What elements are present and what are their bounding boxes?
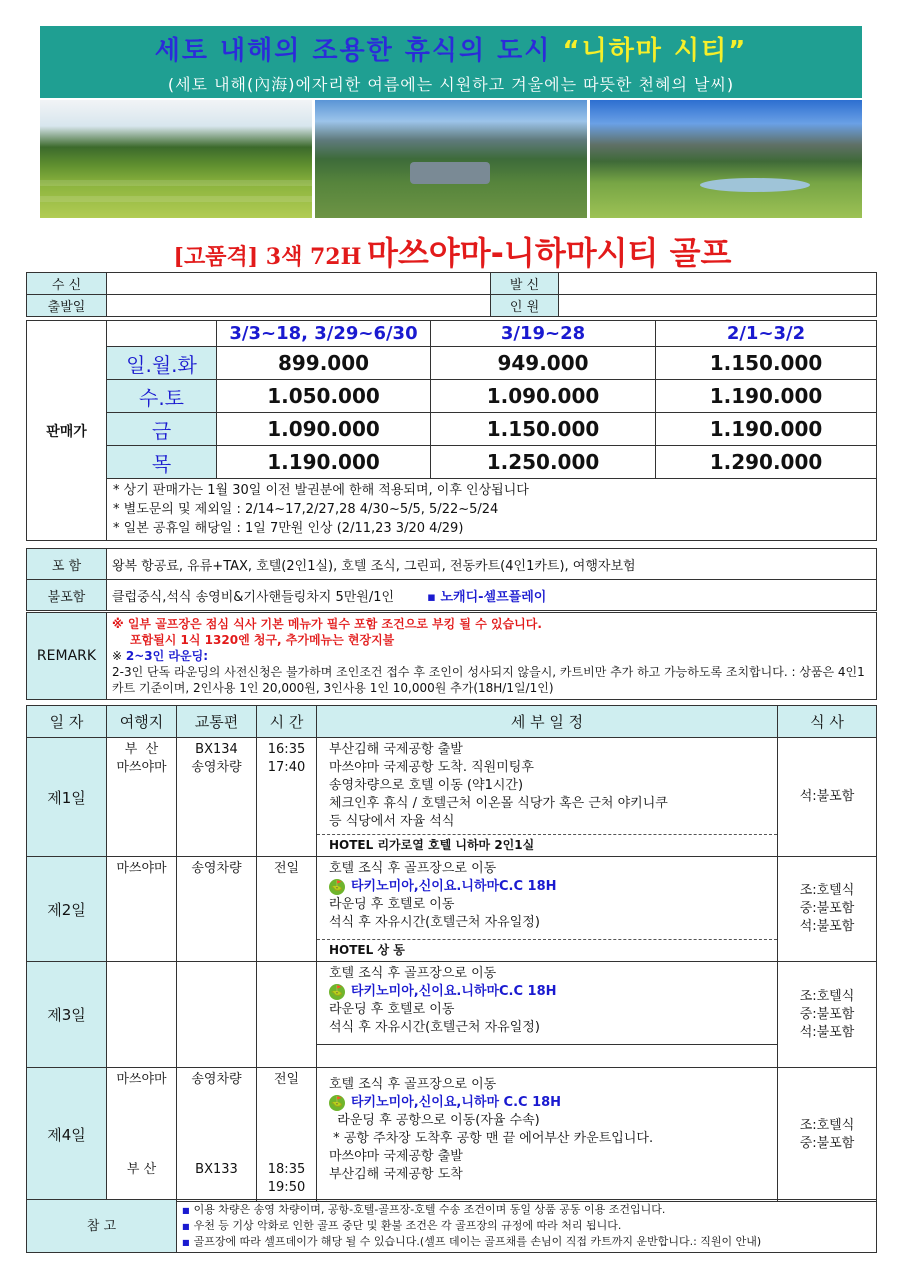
- remark-table: [26, 612, 877, 700]
- price-cell: 1.290.000: [656, 446, 877, 479]
- place-cell: 마쓰야마: [107, 857, 177, 962]
- place-cell: 부 산 마쓰야마: [107, 738, 177, 857]
- weekday-label: 수.토: [107, 380, 217, 413]
- schedule-header: 세 부 일 정: [317, 706, 778, 738]
- golf-course-line: ⛳ 타키노미아,신이요.니하마C.C 18H: [330, 879, 557, 894]
- itinerary-line: 라운딩 후 호텔로 이동: [329, 1002, 455, 1017]
- product-title: [0, 228, 905, 274]
- price-cell: 1.050.000: [217, 380, 431, 413]
- reference-item: ■ 골프장에 따라 셀프데이가 해당 될 수 있습니다.(셀프 데이는 골프채를 손님이 직접 카트까지 운반합니다.: 직원이 안내): [182, 1235, 762, 1248]
- reference-item: ■ 이용 차량은 송영 차량이며, 공항-호텔-골프장-호텔 수송 조건이며 동일 상품 공동 이용 조건입니다.: [182, 1203, 666, 1216]
- transport-cell: BX134 송영차량: [177, 738, 257, 857]
- from-field[interactable]: [559, 273, 877, 295]
- reference-label: 참 고: [27, 1200, 177, 1253]
- hotel-line-empty: [317, 1044, 777, 1063]
- remark-label: REMARK: [27, 613, 107, 700]
- weekday-label: 일.월.화: [107, 347, 217, 380]
- bullet-icon: ■: [182, 1206, 190, 1215]
- schedule-header: 일 자: [27, 706, 107, 738]
- departure-label: 출발일: [27, 295, 107, 317]
- inclusion-table: [26, 548, 877, 611]
- price-cell: 1.150.000: [656, 347, 877, 380]
- itinerary-line: 라운딩 후 호텔로 이동: [329, 897, 455, 912]
- itinerary-line: 등 식당에서 자율 석식: [329, 814, 455, 829]
- no-caddie-highlight: ▪ 노캐디-셀프플레이: [427, 589, 547, 605]
- to-label: 수 신: [27, 273, 107, 295]
- day-detail: [317, 738, 778, 857]
- place-cell: 마쓰야마 부 산: [107, 1068, 177, 1202]
- itinerary-line: 라운딩 후 공항으로 이동(자율 수속): [329, 1113, 540, 1128]
- price-cell: 1.190.000: [656, 380, 877, 413]
- time-cell: [257, 962, 317, 1068]
- weekday-label: 목: [107, 446, 217, 479]
- meal-cell: 석:불포함: [778, 738, 877, 857]
- price-cell: 949.000: [431, 347, 656, 380]
- schedule-header: 식 사: [778, 706, 877, 738]
- price-cell: 1.250.000: [431, 446, 656, 479]
- transport-cell: 송영차량: [177, 857, 257, 962]
- departure-field[interactable]: [107, 295, 491, 317]
- price-cell: 899.000: [217, 347, 431, 380]
- golf-icon: ⛳: [329, 1095, 345, 1111]
- product-title-main: 마쓰야마-니하마시티 골프: [366, 234, 732, 272]
- price-cell: 1.190.000: [217, 446, 431, 479]
- banner-subtitle: (세토 내해(內海)에자리한 여름에는 시원하고 겨울에는 따뜻한 천혜의 날씨): [167, 75, 735, 94]
- price-cell: 1.150.000: [431, 413, 656, 446]
- day-label: 제3일: [27, 962, 107, 1068]
- to-field[interactable]: [107, 273, 491, 295]
- transport-cell: [177, 962, 257, 1068]
- inclusion-label: 포 함: [27, 549, 107, 580]
- banner-title-main: 세토 내해의 조용한 휴식의 도시: [154, 36, 552, 66]
- itinerary-line: 마쓰야마 국제공항 도착. 직원미팅후: [329, 760, 534, 775]
- header-fields-table: [26, 272, 877, 317]
- remark-lunch-fee: 포함될시 1식 1320엔 청구, 추가메뉴는 현장지불: [130, 633, 395, 647]
- day-label: 제2일: [27, 857, 107, 962]
- price-cell: 1.090.000: [217, 413, 431, 446]
- schedule-table: [26, 705, 877, 1202]
- itinerary-line: 호텔 조식 후 골프장으로 이동: [329, 1077, 497, 1092]
- season-header: 3/3~18, 3/29~6/30: [217, 321, 431, 347]
- meal-cell: 조:호텔식 중:불포함 석:불포함: [778, 857, 877, 962]
- golf-course-photo-3: [590, 100, 862, 218]
- from-label: 발 신: [491, 273, 559, 295]
- price-note: * 일본 공휴일 해당일 : 1일 7만원 인상 (2/11,23 3/20 4/29): [113, 521, 464, 536]
- remark-lunch-note: ※ 일부 골프장은 점심 식사 기본 메뉴가 필수 포함 조건으로 부킹 될 수 있습니다.: [112, 617, 542, 631]
- remark-small-group-text: 2-3인 단독 라운딩의 사전신청은 불가하며 조인조건 접수 후 조인이 성사되지 않을시, 카트비만 추가 하고 가능하도록 조치합니다. : 상품은 4인1카트 기준이며, 2인사용 1인 20,000원, 3인사용 1인 10,000원 추가(18H/1일/1인): [112, 665, 865, 695]
- day-label: 제4일: [27, 1068, 107, 1202]
- schedule-header: 교통편: [177, 706, 257, 738]
- meal-cell: 조:호텔식 중:불포함: [778, 1068, 877, 1202]
- exclusion-label: 불포함: [27, 580, 107, 611]
- itinerary-line: 체크인후 휴식 / 호텔근처 이온몰 식당가 혹은 근처 야키니쿠: [329, 796, 668, 811]
- day-detail: [317, 962, 778, 1068]
- price-cell: 1.190.000: [656, 413, 877, 446]
- bullet-icon: ■: [182, 1238, 190, 1247]
- golf-icon: ⛳: [329, 879, 345, 895]
- golf-course-line: ⛳ 타키노미아,신이요,니하마 C.C 18H: [330, 1095, 562, 1110]
- reference-item: ■ 우천 등 기상 악화로 인한 골프 중단 및 환불 조건은 각 골프장의 규정에 따라 처리 됩니다.: [182, 1219, 622, 1232]
- golf-course-line: ⛳ 타키노미아,신이요.니하마C.C 18H: [330, 984, 557, 999]
- exclusion-text: 클럽중식,석식 송영비&기사핸들링차지 5만원/1인: [112, 589, 395, 605]
- day-detail: [317, 1068, 778, 1202]
- itinerary-line: 마쓰야마 국제공항 출발: [329, 1149, 463, 1164]
- itinerary-line: 석식 후 자유시간(호텔근처 자유일정): [329, 915, 540, 930]
- itinerary-line: 부산김해 국제공항 도착: [329, 1167, 463, 1182]
- transport-cell: 송영차량 BX133: [177, 1068, 257, 1202]
- time-cell: 전일: [257, 857, 317, 962]
- people-field[interactable]: [559, 295, 877, 317]
- banner-title-city: “니하마 시티”: [562, 36, 748, 66]
- season-header: 2/1~3/2: [656, 321, 877, 347]
- remark-body: [107, 613, 877, 700]
- hotel-line: HOTEL 상 동: [317, 939, 777, 958]
- meal-cell: 조:호텔식 중:불포함 석:불포함: [778, 962, 877, 1068]
- schedule-header: 여행지: [107, 706, 177, 738]
- inclusion-text: 왕복 항공료, 유류+TAX, 호텔(2인1실), 호텔 조식, 그린피, 전동카트(4인1카트), 여행자보험: [107, 549, 877, 580]
- price-note: * 상기 판매가는 1월 30일 이전 발권분에 한해 적용되며, 이후 인상됩니다: [113, 483, 529, 498]
- price-table: [26, 320, 877, 541]
- golf-course-photo-2: [315, 100, 587, 218]
- reference-table: [26, 1199, 877, 1253]
- day-label: 제1일: [27, 738, 107, 857]
- golf-photos: [40, 100, 862, 218]
- hotel-line: HOTEL 리가로열 호텔 니하마 2인1실: [317, 834, 777, 853]
- golf-course-photo-1: [40, 100, 312, 218]
- price-cell: 1.090.000: [431, 380, 656, 413]
- banner-title: [40, 30, 862, 67]
- top-banner: [40, 26, 862, 98]
- exclusion-cell: [107, 580, 877, 611]
- price-label: 판매가: [27, 321, 107, 541]
- people-label: 인 원: [491, 295, 559, 317]
- itinerary-line: 송영차량으로 호텔 이동 (약1시간): [329, 778, 524, 793]
- time-cell: 전일 18:35 19:50: [257, 1068, 317, 1202]
- golf-icon: ⛳: [329, 984, 345, 1000]
- place-cell: [107, 962, 177, 1068]
- itinerary-line: 부산김해 국제공항 출발: [329, 742, 463, 757]
- itinerary-line: * 공항 주차장 도착후 공항 맨 끝 에어부산 카운트입니다.: [329, 1131, 654, 1146]
- reference-notes: [177, 1200, 877, 1253]
- remark-small-group: ※ 2~3인 라운딩:: [112, 649, 208, 663]
- price-notes: [107, 479, 877, 541]
- product-title-prefix: [고품격] 3색 72H: [173, 244, 362, 270]
- itinerary-line: 호텔 조식 후 골프장으로 이동: [329, 966, 497, 981]
- weekday-label: 금: [107, 413, 217, 446]
- price-note: * 별도문의 및 제외일 : 2/14~17,2/27,28 4/30~5/5, 5/22~5/24: [113, 502, 499, 517]
- time-cell: 16:35 17:40: [257, 738, 317, 857]
- itinerary-line: 호텔 조식 후 골프장으로 이동: [329, 861, 497, 876]
- itinerary-line: 석식 후 자유시간(호텔근처 자유일정): [329, 1020, 540, 1035]
- season-header: 3/19~28: [431, 321, 656, 347]
- schedule-header: 시 간: [257, 706, 317, 738]
- bullet-icon: ■: [182, 1222, 190, 1231]
- day-detail: [317, 857, 778, 962]
